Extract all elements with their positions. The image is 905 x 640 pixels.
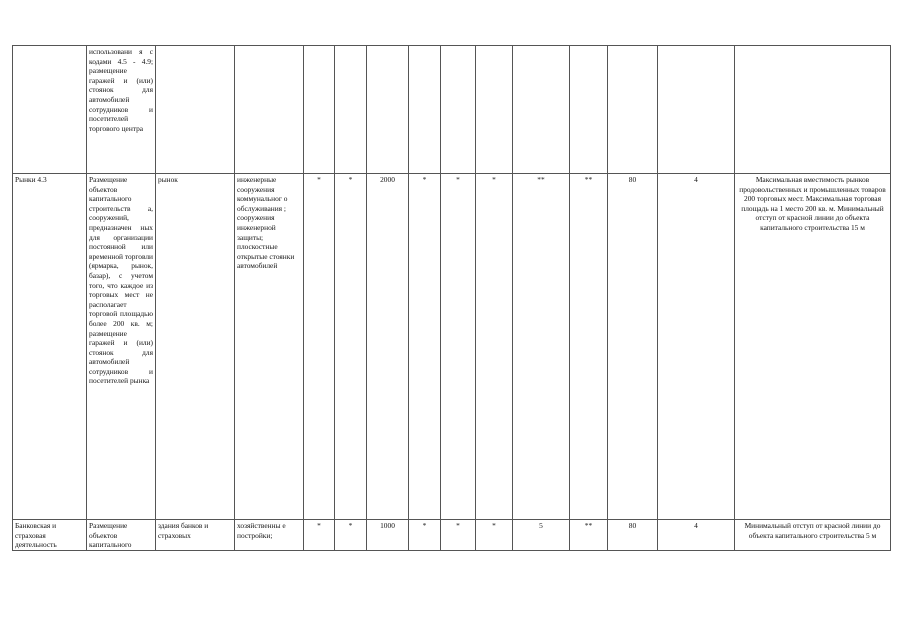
land-use-name-cell xyxy=(13,46,87,174)
notes-cell: Минимальный отступ от красной линии до объекта капитального строительства 5 м xyxy=(735,520,891,551)
table-row xyxy=(13,520,891,551)
notes-cell xyxy=(735,46,891,174)
main-use-cell xyxy=(156,46,235,174)
main-use-cell: здания банков и страховых xyxy=(156,520,235,551)
table-row xyxy=(13,46,891,174)
land-use-name-cell: Банковская и страховая деятельность xyxy=(13,520,87,551)
auxiliary-use-cell: инженерные сооружения коммунальног о обслуживания ; сооружения инженерной защиты; плоскостные открытые стоянки автомобилей xyxy=(235,174,304,520)
param-cell-5 xyxy=(441,46,476,174)
table-row xyxy=(13,174,891,520)
param-cell-2: * xyxy=(335,520,367,551)
param-cell-4: * xyxy=(409,174,441,520)
param-cell-10: 4 xyxy=(658,174,735,520)
param-cell-10 xyxy=(658,46,735,174)
main-use-cell: рынок xyxy=(156,174,235,520)
zoning-regulations-table xyxy=(12,45,891,551)
param-cell-8: ** xyxy=(570,520,608,551)
param-cell-7 xyxy=(513,46,570,174)
param-cell-9: 80 xyxy=(608,174,658,520)
auxiliary-use-cell xyxy=(235,46,304,174)
param-cell-2 xyxy=(335,46,367,174)
param-cell-5: * xyxy=(441,174,476,520)
notes-cell: Максимальная вместимость рынков продовольственных и промышленных товаров 200 торговых мест. Максимальная торговая площадь на 1 место 200 кв. м. Минимальный отступ от красной линии до объекта капитального строительства 15 м xyxy=(735,174,891,520)
param-cell-4 xyxy=(409,46,441,174)
param-cell-2: * xyxy=(335,174,367,520)
param-cell-3 xyxy=(367,46,409,174)
param-cell-6 xyxy=(476,46,513,174)
param-cell-5: * xyxy=(441,520,476,551)
land-use-description-cell: Размещение объектов капитального строительств а, сооружений, предназначен ных для организации постоянной или временной торговли (ярмарка, рынок, базар), с учетом того, что каждое из торговых мест не располагает торговой площадью более 200 кв. м; размещение гаражей и (или) стоянок для автомобилей сотрудников и посетителей рынка xyxy=(87,174,156,520)
param-cell-1 xyxy=(304,46,335,174)
auxiliary-use-cell: хозяйственны е постройки; xyxy=(235,520,304,551)
param-cell-9 xyxy=(608,46,658,174)
land-use-description-cell: Размещение объектов капитального xyxy=(87,520,156,551)
param-cell-8 xyxy=(570,46,608,174)
land-use-name-cell: Рынки 4.3 xyxy=(13,174,87,520)
param-cell-6: * xyxy=(476,174,513,520)
param-cell-4: * xyxy=(409,520,441,551)
param-cell-8: ** xyxy=(570,174,608,520)
param-cell-6: * xyxy=(476,520,513,551)
param-cell-1: * xyxy=(304,520,335,551)
param-cell-7: 5 xyxy=(513,520,570,551)
land-use-description-cell: использовани я с кодами 4.5 - 4.9; размещение гаражей и (или) стоянок для автомобилей сотрудников и посетителей торгового центра xyxy=(87,46,156,174)
param-cell-3: 2000 xyxy=(367,174,409,520)
param-cell-3: 1000 xyxy=(367,520,409,551)
param-cell-10: 4 xyxy=(658,520,735,551)
param-cell-1: * xyxy=(304,174,335,520)
param-cell-7: ** xyxy=(513,174,570,520)
param-cell-9: 80 xyxy=(608,520,658,551)
